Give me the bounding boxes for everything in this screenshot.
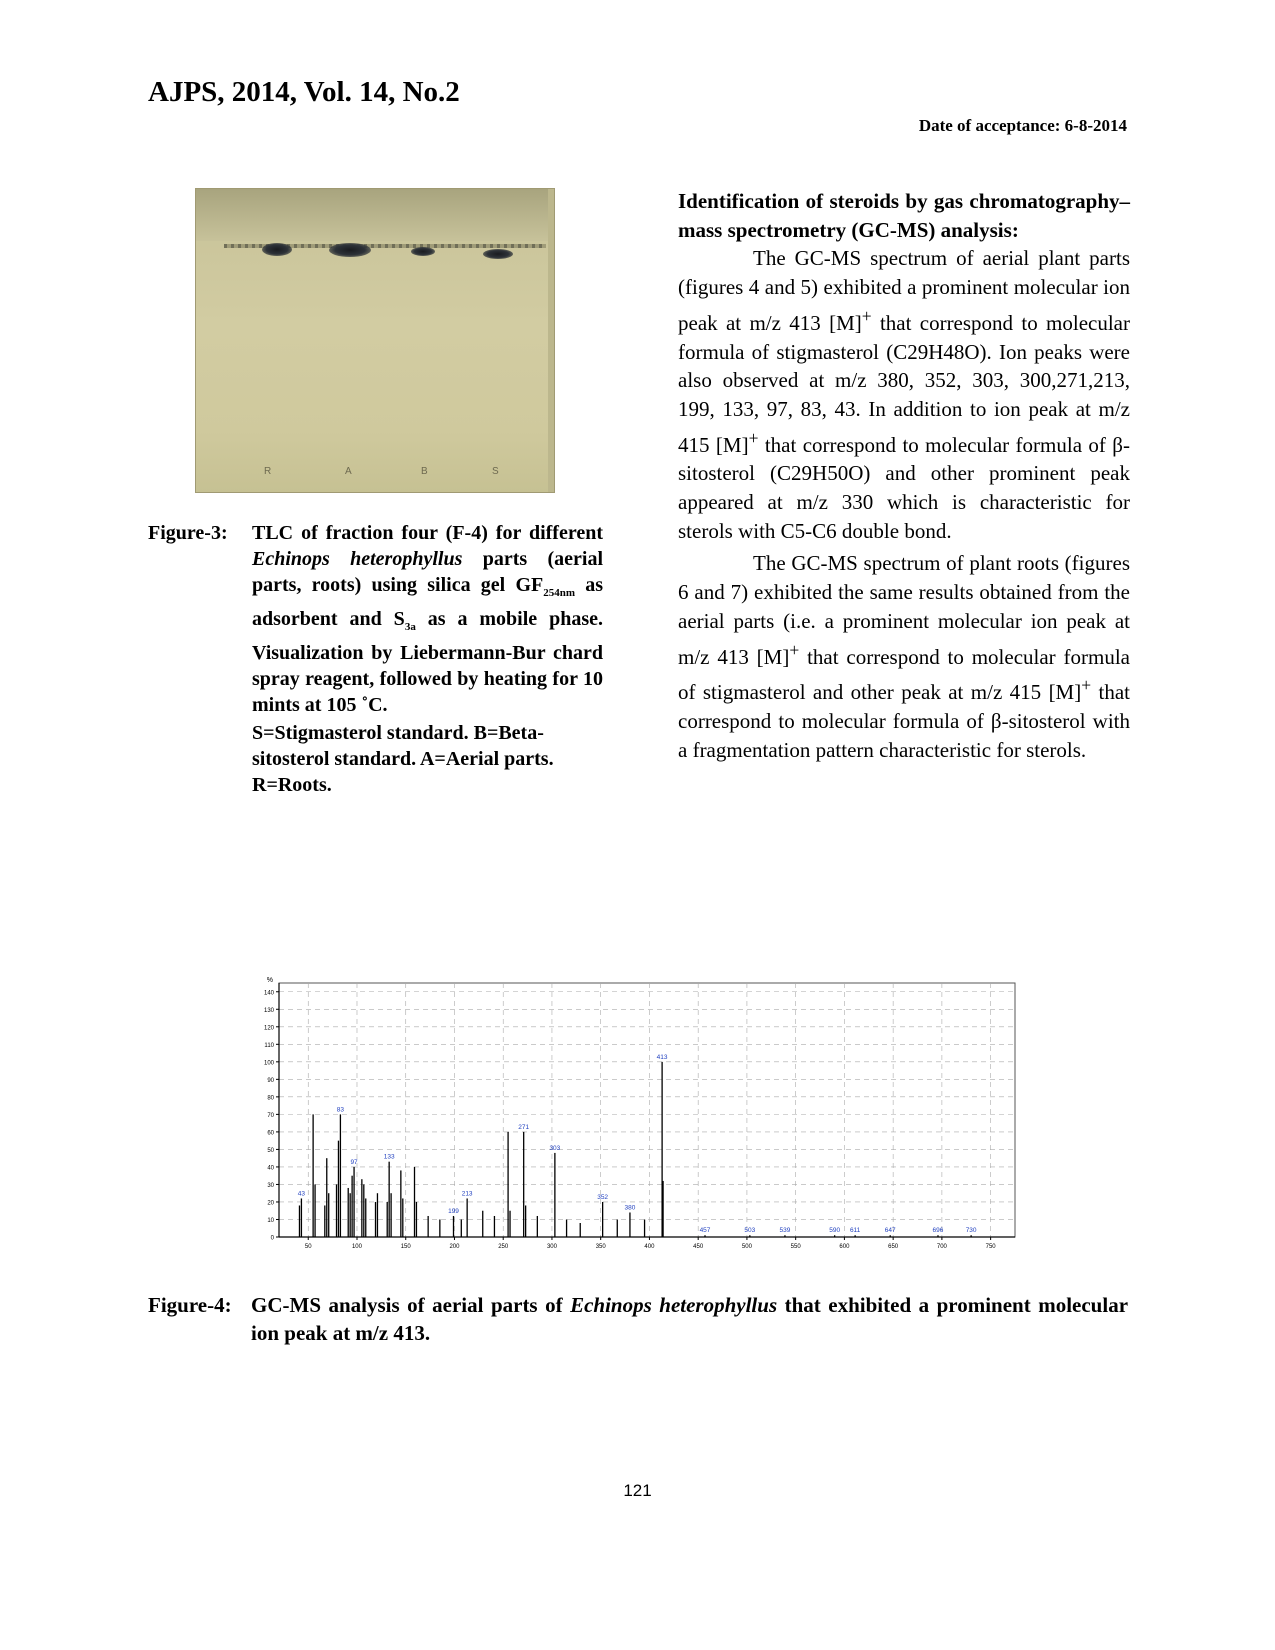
figure3-caption (148, 520, 603, 798)
x-tick-label: 100 (351, 1244, 362, 1250)
y-tick-label: 100 (263, 1060, 274, 1067)
x-tick-label: 750 (985, 1244, 996, 1250)
peak-label: 730 (965, 1227, 977, 1235)
x-tick-label: 50 (304, 1244, 312, 1250)
x-tick-label: 150 (400, 1244, 411, 1250)
peak-label: 457 (699, 1227, 711, 1235)
y-tick-label: 60 (267, 1130, 274, 1137)
x-tick-label: 600 (839, 1244, 850, 1250)
y-tick-label: 10 (267, 1217, 274, 1224)
page-number: 121 (623, 1481, 652, 1500)
y-tick-label: 30 (267, 1182, 274, 1189)
x-tick-label: 550 (790, 1244, 801, 1250)
x-tick-label: 400 (644, 1244, 655, 1250)
x-tick-label: 250 (498, 1244, 509, 1250)
tlc-spot-b (411, 247, 435, 256)
peak-label: 97 (350, 1158, 358, 1166)
peak-label: 380 (624, 1204, 636, 1212)
x-tick-label: 500 (741, 1244, 752, 1250)
peak-label: 352 (597, 1193, 609, 1201)
gcms-section (678, 187, 1130, 764)
figure3-legend: S=Stigmasterol standard. B=Beta-sitosterol standard. A=Aerial parts. R=Roots. (252, 722, 554, 796)
y-tick-label: 90 (267, 1077, 274, 1084)
tlc-spot-a (329, 243, 371, 257)
y-tick-label: 80 (267, 1095, 274, 1102)
y-tick-label: 40 (267, 1165, 274, 1172)
tlc-top-band (196, 189, 554, 241)
tlc-lane-label: R (264, 466, 272, 477)
tlc-lane-label: B (421, 466, 428, 477)
peak-label: 590 (829, 1227, 841, 1235)
y-tick-label: 20 (267, 1200, 274, 1207)
peak-label: 611 (849, 1227, 861, 1235)
x-tick-label: 350 (595, 1244, 606, 1250)
y-tick-label: 120 (263, 1025, 274, 1032)
acceptance-date: Date of acceptance: 6-8-2014 (918, 116, 1127, 135)
figure4-label: Figure-4: (148, 1293, 232, 1317)
peak-label: 133 (383, 1153, 395, 1161)
peak-label: 539 (779, 1227, 791, 1235)
peak-label: 43 (297, 1190, 306, 1198)
figure3-description: TLC of fraction four (F-4) for different Echinops heterophyllus parts (aerial parts, roots) using silica gel $GF_{254nm}$ as adsorbent and $S_{3a}$ as a mobile phase. Visualization by Liebermann-Bur chard spray reagent, followed by heating for 10 mints at 105 ˚C. (252, 522, 604, 716)
tlc-lane-label: A (345, 466, 352, 477)
x-tick-label: 650 (888, 1244, 899, 1250)
x-tick-label: 700 (936, 1244, 947, 1250)
paragraph-aerial: The GC-MS spectrum of aerial plant parts (figures 4 and 5) exhibited a prominent molecular ion peak at m/z 413 [M]+ that correspond to molecular formula of stigmasterol (C29H48O). Ion peaks were also observed at m/z 380, 352, 303, 300,271,213, 199, 133, 97, 83, 43. In addition to ion peak at m/z 415 [M]+ that correspond to molecular formula of β-sitosterol (C29H50O) and other prominent peak appeared at m/z 330 which is characteristic for sterols with C5-C6 double bond. (678, 246, 1130, 543)
peak-label: 303 (549, 1144, 561, 1152)
x-tick-label: 200 (449, 1244, 460, 1250)
gcms-spectrum-chart (255, 975, 1025, 1260)
peak-label: 213 (461, 1190, 473, 1198)
paragraph-roots: The GC-MS spectrum of plant roots (figures 6 and 7) exhibited the same results obtained from the aerial parts (i.e. a prominent molecular ion peak at m/z 413 [M]+ that correspond to molecular formula of stigmasterol and other peak at m/z 415 [M]+ that correspond to molecular formula of β-sitosterol with a fragmentation pattern characteristic for sterols. (678, 551, 1131, 762)
tlc-spot-s (483, 249, 513, 259)
peak-label: 503 (744, 1227, 756, 1235)
tlc-lane-label: S (492, 466, 499, 477)
figure4-description: GC-MS analysis of aerial parts of Echinops heterophyllus that exhibited a prominent molecular ion peak at m/z 413. (251, 1293, 1129, 1345)
section-heading: Identification of steroids by gas chromatography–mass spectrometry (GC-MS) analysis: (678, 189, 1130, 242)
y-tick-label: 0 (270, 1235, 274, 1242)
peak-label: 696 (932, 1227, 944, 1235)
figure4-caption (148, 1291, 1128, 1347)
peak-label: 413 (656, 1053, 668, 1061)
peak-label: 199 (448, 1207, 459, 1215)
y-tick-label: 110 (264, 1042, 274, 1049)
x-tick-label: 300 (546, 1244, 557, 1250)
y-tick-label: 130 (263, 1007, 274, 1014)
peak-label: 647 (884, 1227, 896, 1235)
figure3-label: Figure-3: (148, 522, 228, 544)
x-tick-label: 450 (693, 1244, 704, 1250)
y-axis-label: % (266, 977, 273, 984)
tlc-plate-image (195, 188, 555, 493)
journal-title: AJPS, 2014, Vol. 14, No.2 (148, 76, 460, 108)
peak-label: 271 (518, 1123, 530, 1131)
tlc-spot-r (262, 243, 292, 256)
y-tick-label: 70 (267, 1112, 274, 1119)
tlc-edge (548, 189, 554, 492)
gcms-spectrum-svg (255, 975, 1025, 1260)
y-tick-label: 140 (263, 990, 274, 997)
peak-label: 83 (336, 1106, 345, 1114)
y-tick-label: 50 (267, 1147, 274, 1154)
